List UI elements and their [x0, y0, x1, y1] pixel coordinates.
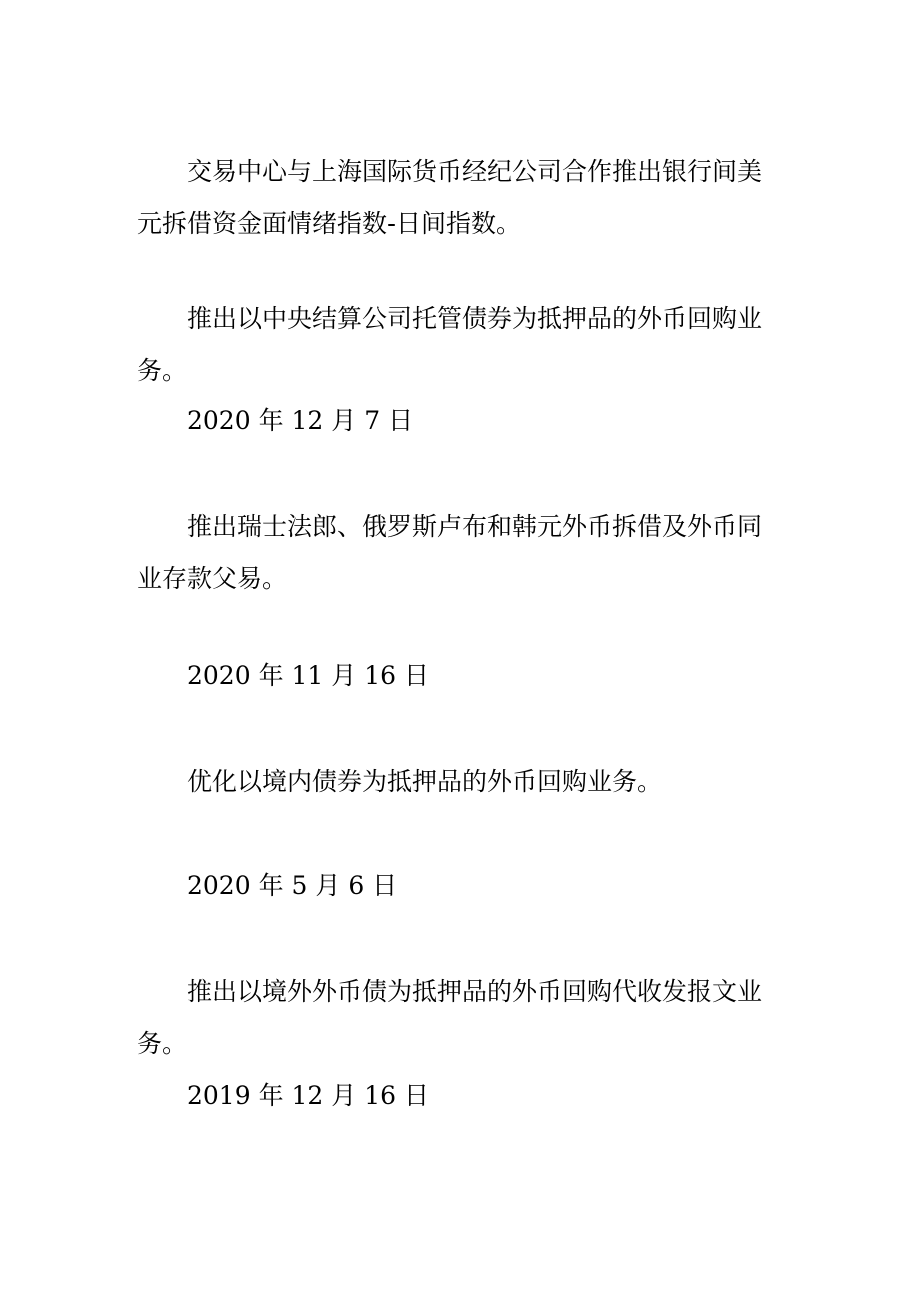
date-heading: 2020 年 12 月 7 日	[187, 406, 414, 435]
paragraph-domestic-bond-repo: 优化以境内债券为抵押品的外币回购业务。	[187, 767, 663, 796]
paragraph-chf-rub-krw-lending: 推出瑞士法郎、俄罗斯卢布和韩元外币拆借及外币同业存款父易。	[137, 512, 763, 593]
paragraph-offshore-bond-repo-messaging: 推出以境外外币债为抵押品的外币回购代收发报文业务。	[137, 977, 763, 1058]
date-heading: 2019 年 12 月 16 日	[187, 1081, 429, 1110]
date-heading: 2020 年 11 月 16 日	[187, 661, 429, 690]
date-heading: 2020 年 5 月 6 日	[187, 871, 398, 900]
paragraph-usd-lending-sentiment-index: 交易中心与上海国际货币经纪公司合作推出银行间美元拆借资金面情绪指数-日间指数。	[137, 157, 763, 238]
paragraph-cdc-custody-repo: 推出以中央结算公司托管债券为抵押品的外币回购业务。	[137, 304, 763, 385]
